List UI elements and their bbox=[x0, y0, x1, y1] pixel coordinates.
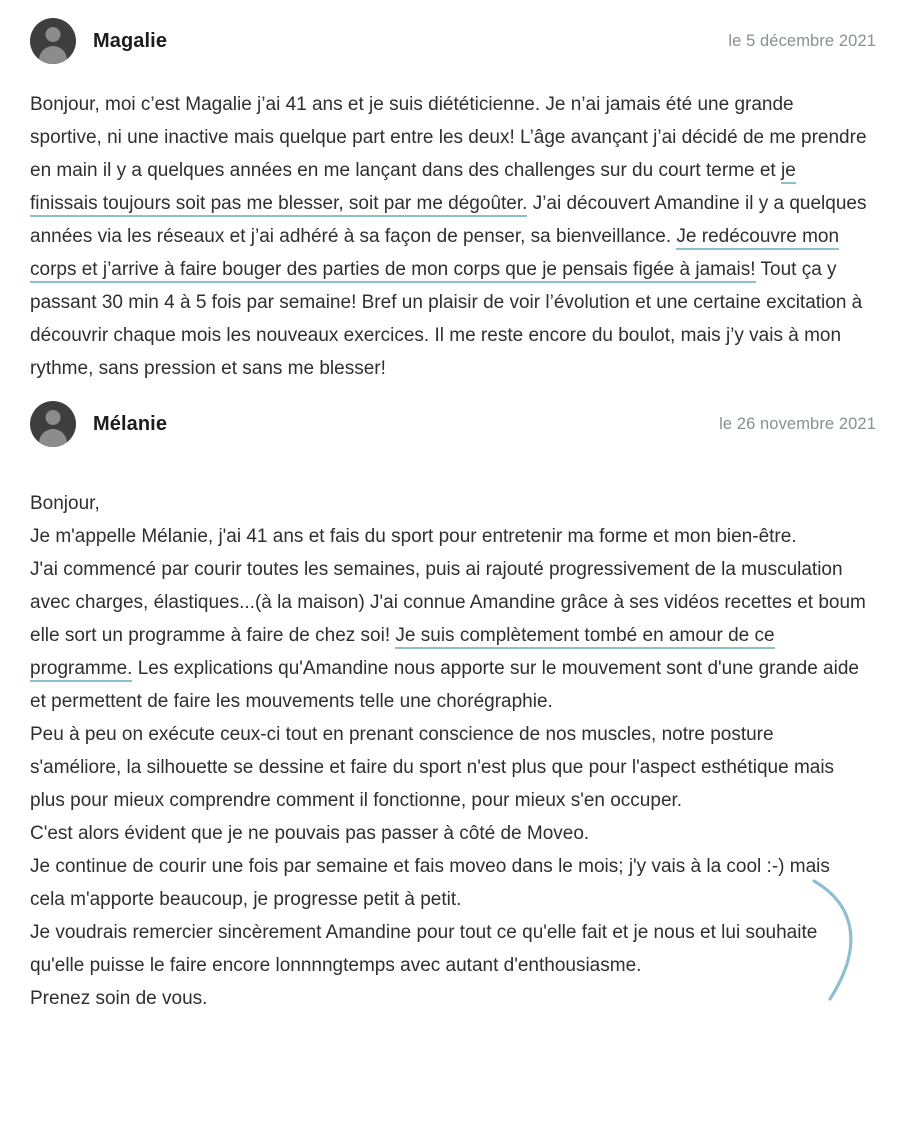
review-paragraph bbox=[30, 718, 868, 817]
review-header bbox=[0, 387, 898, 461]
review-paragraph bbox=[30, 520, 868, 553]
review-header bbox=[0, 0, 898, 74]
avatar-head-shape bbox=[46, 27, 61, 42]
review-text-segment: Bonjour, moi c’est Magalie j’ai 41 ans et je suis diététicienne. Je n’ai jamais été une grande sportive, ni une inactive mais quelque part entre les deux! L’âge avançant j’ai décidé de me prendre en main il y a quelques années en me lançant dans des challenges sur du court terme et bbox=[30, 94, 867, 181]
user-avatar-icon bbox=[30, 18, 76, 64]
review-text-segment: Tout ça y passant 30 min 4 à 5 fois par semaine! Bref un plaisir de voir l’évolution et une certaine excitation à découvrir chaque mois les nouveaux exercices. Il me reste encore du boulot, mais j’y vais à mon rythme, sans pression et sans me blesser! bbox=[30, 259, 863, 379]
review-card bbox=[0, 0, 898, 385]
review-body bbox=[0, 487, 898, 1015]
avatar-body-shape bbox=[39, 429, 67, 447]
review-highlighted-text: Je redécouvre mon corps et j’arrive à faire bouger des parties de mon corps que je pensais figée à jamais! bbox=[30, 226, 839, 283]
review-paragraph bbox=[30, 487, 868, 520]
review-body bbox=[0, 88, 898, 385]
review-date: le 5 décembre 2021 bbox=[728, 31, 876, 50]
review-highlighted-text: je finissais toujours soit pas me blesser, soit par me dégoûter. bbox=[30, 160, 796, 217]
review-paragraph bbox=[30, 850, 868, 916]
review-text-segment: J'ai commencé par courir toutes les semaines, puis ai rajouté progressivement de la musculation avec charges, élastiques...(à la maison) J'ai connue Amandine grâce à ses vidéos recettes et boum elle sort un programme à faire de chez soi! bbox=[30, 559, 866, 646]
review-date: le 26 novembre 2021 bbox=[719, 414, 876, 433]
review-text-segment: J’ai découvert Amandine il y a quelques années via les réseaux et j’ai adhéré à sa façon de penser, sa bienveillance. bbox=[30, 193, 867, 247]
review-text-segment: Je voudrais remercier sincèrement Amandine pour tout ce qu'elle fait et je nous et lui souhaite qu'elle puisse le faire encore lonnnngtemps avec autant d'enthousiasme. bbox=[30, 922, 818, 976]
avatar-head-shape bbox=[46, 410, 61, 425]
avatar-body-shape bbox=[39, 46, 67, 64]
review-text-segment: Bonjour, bbox=[30, 493, 100, 514]
review-card bbox=[0, 387, 898, 1015]
review-text-segment: Peu à peu on exécute ceux-ci tout en prenant conscience de nos muscles, notre posture s'améliore, la silhouette se dessine et faire du sport n'est plus que pour l'aspect esthétique mais plus pour mieux comprendre comment il fonctionne, pour mieux s'en occuper. bbox=[30, 724, 835, 811]
review-paragraph bbox=[30, 982, 868, 1015]
user-avatar-icon bbox=[30, 401, 76, 447]
review-highlighted-text: Je suis complètement tombé en amour de ce programme. bbox=[30, 625, 775, 682]
review-paragraph bbox=[30, 553, 868, 718]
review-text-segment: Prenez soin de vous. bbox=[30, 988, 208, 1009]
review-paragraph bbox=[30, 88, 868, 385]
review-text-segment: C'est alors évident que je ne pouvais pas passer à côté de Moveo. bbox=[30, 823, 590, 844]
review-paragraph bbox=[30, 916, 868, 982]
review-text-segment: Les explications qu'Amandine nous apporte sur le mouvement sont d'une grande aide et permettent de faire les mouvements telle une chorégraphie. bbox=[30, 658, 859, 712]
review-text-segment: Je m'appelle Mélanie, j'ai 41 ans et fais du sport pour entretenir ma forme et mon bien-être. bbox=[30, 526, 797, 547]
review-author-name: Magalie bbox=[93, 29, 168, 52]
review-paragraph bbox=[30, 817, 868, 850]
review-author-name: Mélanie bbox=[93, 412, 168, 435]
review-text-segment: Je continue de courir une fois par semaine et fais moveo dans le mois; j'y vais à la cool :-) mais cela m'apporte beaucoup, je progresse petit à petit. bbox=[30, 856, 830, 910]
